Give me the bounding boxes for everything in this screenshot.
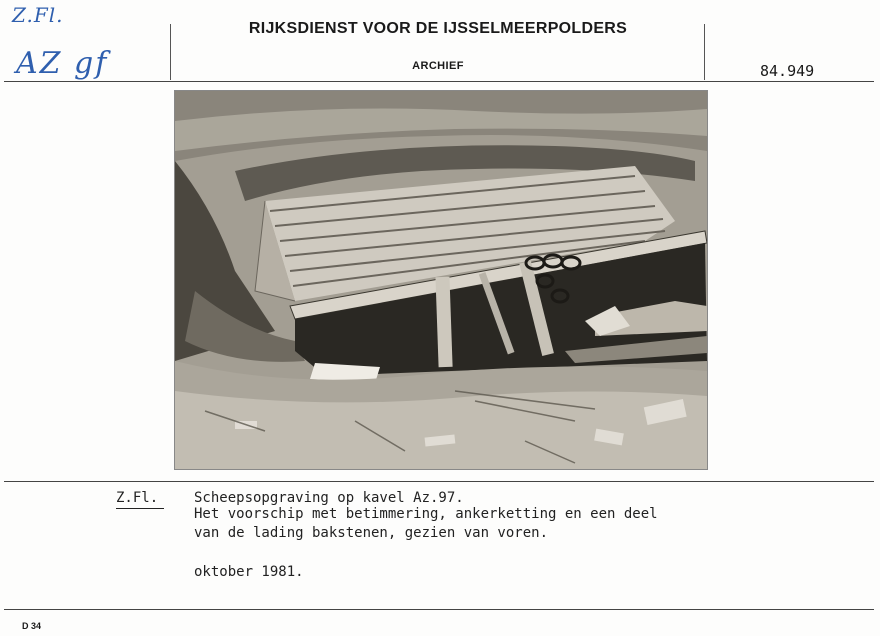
organization-title: RIJKSDIENST VOOR DE IJSSELMEERPOLDERS [248, 20, 628, 37]
archive-subtitle: ARCHIEF [412, 60, 464, 72]
form-code: D 34 [22, 621, 42, 631]
document-number: 84.949 [760, 62, 815, 80]
caption-date: oktober 1981. [194, 564, 304, 580]
header-divider-left [170, 24, 171, 80]
photo-graphic [175, 91, 707, 469]
footer-rule [4, 609, 874, 610]
header-rule [4, 81, 874, 82]
location-code-underline [116, 508, 164, 509]
location-code: Z.Fl. [116, 490, 159, 506]
handwritten-note-az: AZ gf [16, 46, 109, 81]
caption-line-3: van de lading bakstenen, gezien van voren. [194, 525, 549, 541]
excavation-photo [174, 90, 708, 470]
caption-line-2: Het voorschip met betimmering, ankerketting en een deel [194, 506, 658, 522]
caption-line-1: Scheepsopgraving op kavel Az.97. [194, 490, 464, 506]
caption-top-rule [4, 481, 874, 482]
handwritten-note-top: Z.Fl. [12, 3, 64, 27]
header-divider-right [704, 24, 705, 80]
